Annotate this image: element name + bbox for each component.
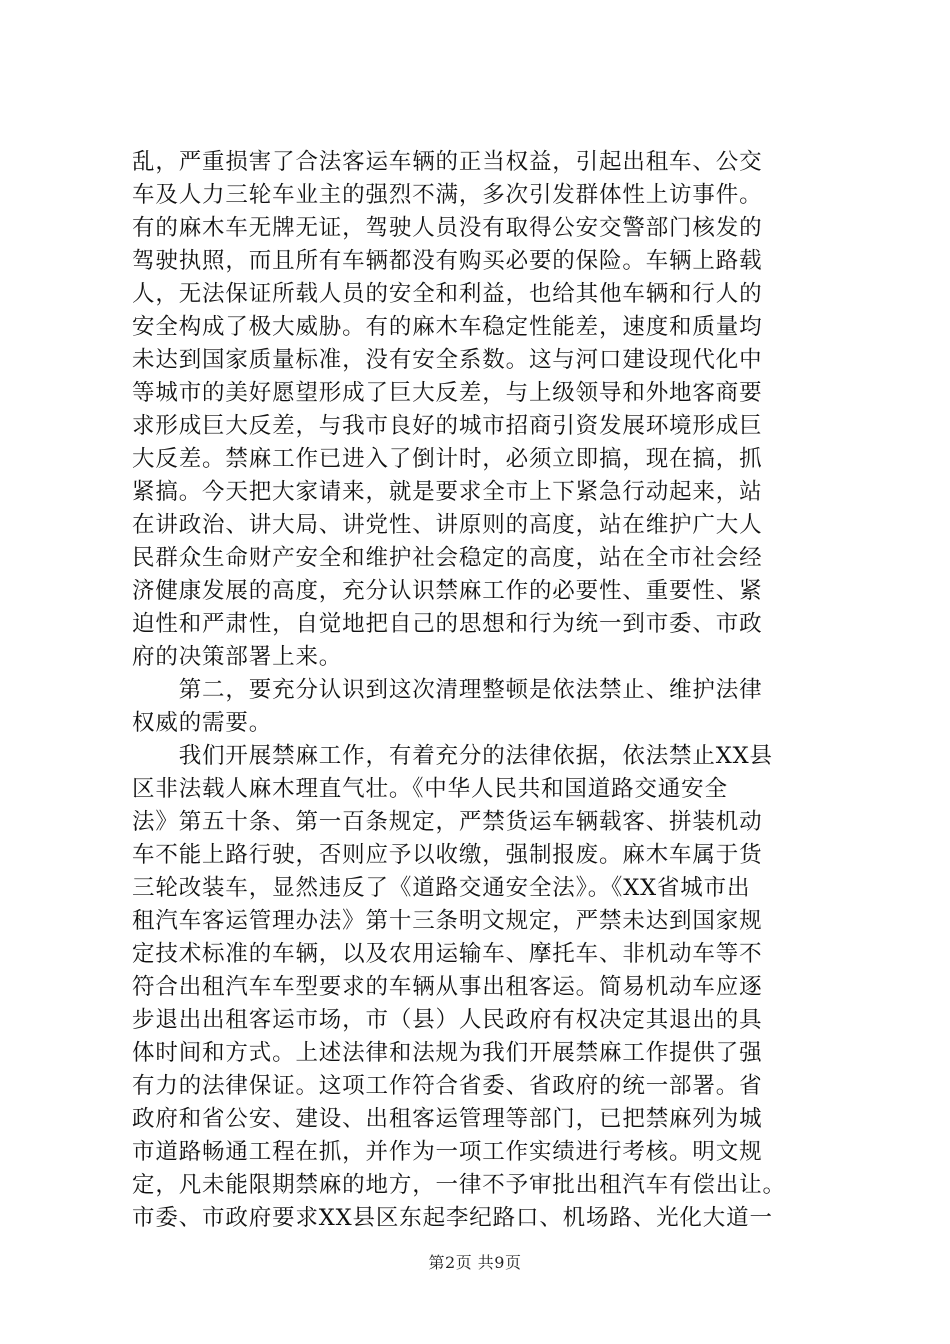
text-line: 车不能上路行驶，否则应予以收缴，强制报废。麻木车属于货 [132, 842, 763, 868]
text-line: 市委、市政府要求XX县区东起李纪路口、机场路、光化大道一 [132, 1205, 773, 1231]
text-line: 有力的法律保证。这项工作符合省委、省政府的统一部署。省 [132, 1073, 763, 1099]
text-line: 车及人力三轮车业主的强烈不满，多次引发群体性上访事件。 [132, 182, 763, 208]
text-line: 人，无法保证所载人员的安全和利益，也给其他车辆和行人的 [132, 281, 763, 307]
text-line: 权威的需要。 [132, 710, 273, 736]
text-line: 我们开展禁麻工作，有着充分的法律依据，依法禁止XX县 [132, 743, 773, 769]
text-line: 市道路畅通工程在抓，并作为一项工作实绩进行考核。明文规 [132, 1139, 763, 1165]
text-line: 体时间和方式。上述法律和法规为我们开展禁麻工作提供了强 [132, 1040, 763, 1066]
text-line: 紧搞。今天把大家请来，就是要求全市上下紧急行动起来，站 [132, 479, 763, 505]
text-line: 安全构成了极大威胁。有的麻木车稳定性能差，速度和质量均 [132, 314, 763, 340]
text-line: 政府和省公安、建设、出租客运管理等部门，已把禁麻列为城 [132, 1106, 763, 1132]
text-line: 未达到国家质量标准，没有安全系数。这与河口建设现代化中 [132, 347, 763, 373]
text-line: 第二，要充分认识到这次清理整顿是依法禁止、维护法律 [132, 677, 763, 703]
text-line: 租汽车客运管理办法》第十三条明文规定，严禁未达到国家规 [132, 908, 763, 934]
text-line: 在讲政治、讲大局、讲党性、讲原则的高度，站在维护广大人 [132, 512, 763, 538]
text-line: 济健康发展的高度，充分认识禁麻工作的必要性、重要性、紧 [132, 578, 763, 604]
text-line: 法》第五十条、第一百条规定，严禁货运车辆载客、拼装机动 [132, 809, 763, 835]
text-line: 有的麻木车无牌无证，驾驶人员没有取得公安交警部门核发的 [132, 215, 763, 241]
text-line: 民群众生命财产安全和维护社会稳定的高度，站在全市社会经 [132, 545, 763, 571]
text-line: 三轮改装车，显然违反了《道路交通安全法》。《XX省城市出 [132, 875, 751, 901]
text-line: 乱，严重损害了合法客运车辆的正当权益，引起出租车、公交 [132, 149, 763, 175]
text-line: 区非法载人麻木理直气壮。《中华人民共和国道路交通安全 [132, 776, 728, 802]
page-footer: 第2页 共9页 [428, 1253, 522, 1272]
text-line: 迫性和严肃性，自觉地把自己的思想和行为统一到市委、市政 [132, 611, 763, 637]
text-line: 府的决策部署上来。 [132, 644, 343, 670]
text-line: 等城市的美好愿望形成了巨大反差，与上级领导和外地客商要 [132, 380, 763, 406]
text-line: 驾驶执照，而且所有车辆都没有购买必要的保险。车辆上路载 [132, 248, 763, 274]
text-line: 大反差。禁麻工作已进入了倒计时，必须立即搞，现在搞，抓 [132, 446, 763, 472]
text-line: 定，凡未能限期禁麻的地方，一律不予审批出租汽车有偿出让。 [132, 1172, 786, 1198]
text-line: 定技术标准的车辆，以及农用运输车、摩托车、非机动车等不 [132, 941, 763, 967]
body-text [132, 146, 822, 1235]
text-line: 求形成巨大反差，与我市良好的城市招商引资发展环境形成巨 [132, 413, 763, 439]
text-line: 符合出租汽车车型要求的车辆从事出租客运。简易机动车应逐 [132, 974, 763, 1000]
text-line: 步退出出租客运市场，市（县）人民政府有权决定其退出的具 [132, 1007, 763, 1033]
